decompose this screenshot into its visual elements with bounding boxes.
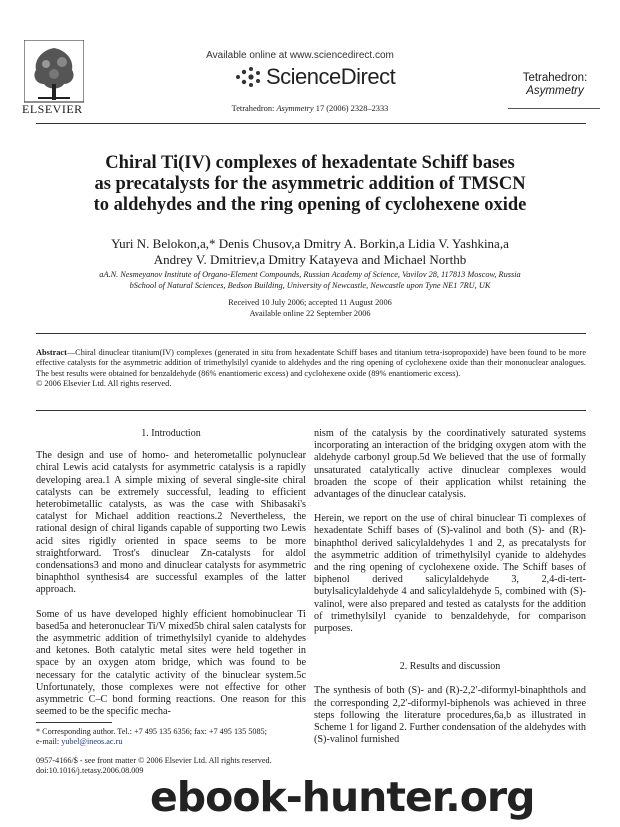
results-paragraph-1: The synthesis of both (S)- and (R)-2,2′-diformyl-binaphthols and the corresponding 2,2′-diformyl-biphenols was achieved in three steps following the literature procedures,6a,b as illustrated in Scheme 1 for ligand 2. Further condensation of the aldehydes with (S)-valinol furnished — [314, 685, 586, 746]
journal-name — [500, 72, 610, 98]
available-online-text[interactable]: Available online at www.sciencedirect.com — [206, 50, 394, 61]
article-title — [40, 153, 580, 216]
affiliation-b: bSchool of Natural Sciences, Bedson Building, University of Newcastle, Newcastle upon Tyne NE1 7RU, UK — [129, 280, 491, 290]
authors-line-2: Andrey V. Dmitriev,a Dmitry Katayeva and Michael Northb — [153, 252, 467, 267]
author-email-link[interactable]: yubel@ineos.ac.ru — [61, 737, 123, 747]
citation-suffix: 17 (2006) 2328–2333 — [313, 104, 389, 113]
watermark-text: ebook-hunter.org — [150, 773, 535, 821]
abstract-label: Abstract — [36, 348, 67, 357]
footnote-email-line — [36, 737, 306, 747]
abstract — [36, 348, 586, 389]
abstract-copyright: © 2006 Elsevier Ltd. All rights reserved. — [36, 378, 172, 388]
journal-name-line1: Tetrahedron: — [522, 72, 588, 84]
intro-paragraph-2: Some of us have developed highly efficient homobinuclear Ti based5a and heteronuclear Ti/V mixed5b chiral salen catalysts for the asymmetric addition of trimethylsilyl cyanide to aldehydes and ketones. Both catalytic metal sites were held together in space by an oxygen atom bridge, which was found to be necessary for the catalytic activity of the binuclear system.5c Unfortunately, those complexes were not effective for other asymmetric C–C bond forming reactions. One reason for this seemed to be the specific mecha- — [36, 608, 306, 718]
footnote-text: * Corresponding author. Tel.: +7 495 135 6356; fax: +7 495 135 5085; — [36, 727, 267, 736]
intro-paragraph-1: The design and use of homo- and heterometallic polynuclear chiral Lewis acid catalysts for asymmetric catalysis is a rapidly developing area.1 A simple mixing of several single-site chiral catalysts can be extremely successful, leading to efficient heterobimetallic catalysts, as was the case with Shibasaki's catalyst for Michael addition reactions.2 Nevertheless, the rational design of chiral ligands capable of supporting two Lewis acid sites rigidly oriented in space seems to be more straightforward. Trost's dinuclear Zn-catalysts for aldol condensations3 and mono and dinuclear catalysts for asymmetric binaphthol synthesis4 are successful examples of the latter approach. — [36, 450, 306, 596]
citation-prefix: Tetrahedron: — [231, 104, 277, 113]
online-date: Available online 22 September 2006 — [249, 309, 371, 318]
journal-name-line2: Asymmetry — [526, 85, 584, 97]
citation-line — [0, 104, 620, 113]
authors-line-1: Yuri N. Belokon,a,* Denis Chusov,a Dmitry A. Borkin,a Lidia V. Yashkina,a — [111, 236, 509, 251]
abstract-text: —Chiral dinuclear titanium(IV) complexes (generated in situ from hexadentate Schiff bases and titanium tetra-isopropoxide) have been found to be more effective catalysts for the asymmetric addition of trimethylsilyl cyanide to aldehydes and the ring opening of cyclohexene oxide than their mononuclear analogues. The best results were obtained for benzaldehyde (86% enantiomeric excess) and cyclohexene oxide (89% enantiomeric excess). — [36, 348, 586, 378]
elsevier-tree-logo — [24, 40, 84, 108]
corresponding-author-footnote — [36, 727, 306, 747]
section-introduction-title: 1. Introduction — [141, 428, 201, 439]
article-dates — [0, 297, 620, 319]
sciencedirect-logo: ScienceDirect — [266, 64, 396, 89]
affiliation-a: aA.N. Nesmeyanov Institute of Organo-Element Compounds, Russian Academy of Science, Vavilov 28, 117813 Moscow, Russia — [99, 270, 521, 279]
sciencedirect-dots-icon — [234, 66, 262, 88]
publisher-name: ELSEVIER — [22, 102, 83, 116]
right-paragraph-1: nism of the catalysis by the coordinatively saturated systems incorporating an interaction of the bridging oxygen atom with the aldehyde carbonyl group.5d We believed that the use of formally unsaturated catalytically active dinuclear complexes would broaden the scope of their application whilst retaining the advantages of the dinuclear catalysis. — [314, 428, 586, 501]
footnote-rule — [36, 722, 112, 723]
abstract-bottom-rule — [36, 410, 586, 411]
abstract-top-rule — [36, 333, 586, 334]
title-line-1: Chiral Ti(IV) complexes of hexadentate Schiff bases — [105, 153, 515, 173]
title-line-3: to aldehydes and the ring opening of cyclohexene oxide — [93, 195, 527, 215]
affiliations — [30, 270, 590, 291]
author-list — [40, 236, 580, 268]
left-column — [36, 428, 306, 730]
section-results-title: 2. Results and discussion — [399, 661, 501, 673]
title-line-2: as precatalysts for the asymmetric addition of TMSCN — [94, 174, 526, 194]
right-paragraph-2: Herein, we report on the use of chiral binuclear Ti complexes of hexadentate Schiff bases of (S)-valinol and both (S)- and (R)-binaphthol derived salicylaldehydes 1 and 2, as precatalysts for the asymmetric addition of trimethylsilyl cyanide to aldehydes and the ring opening of cyclohexene oxide. The Schiff bases of biphenol derived salicylaldehyde 3, 2,4-di-tert-butylsalicylaldehyde 4 and salicylaldehyde 5, combined with (S)-valinol, were also prepared and tested as catalysts for the addition of trimethylsilyl cyanide to benzaldehyde, for comparison purposes. — [314, 513, 586, 635]
email-label: e-mail: — [36, 737, 62, 747]
right-column — [314, 428, 586, 758]
citation-journal: Asymmetry — [276, 104, 314, 113]
header-rule — [36, 123, 586, 124]
received-date: Received 10 July 2006; accepted 11 August 2006 — [228, 298, 392, 307]
doi-line[interactable]: doi:10.1016/j.tetasy.2006.08.009 — [36, 766, 144, 776]
issn-line: 0957-4166/$ - see front matter © 2006 Elsevier Ltd. All rights reserved. — [36, 756, 272, 765]
